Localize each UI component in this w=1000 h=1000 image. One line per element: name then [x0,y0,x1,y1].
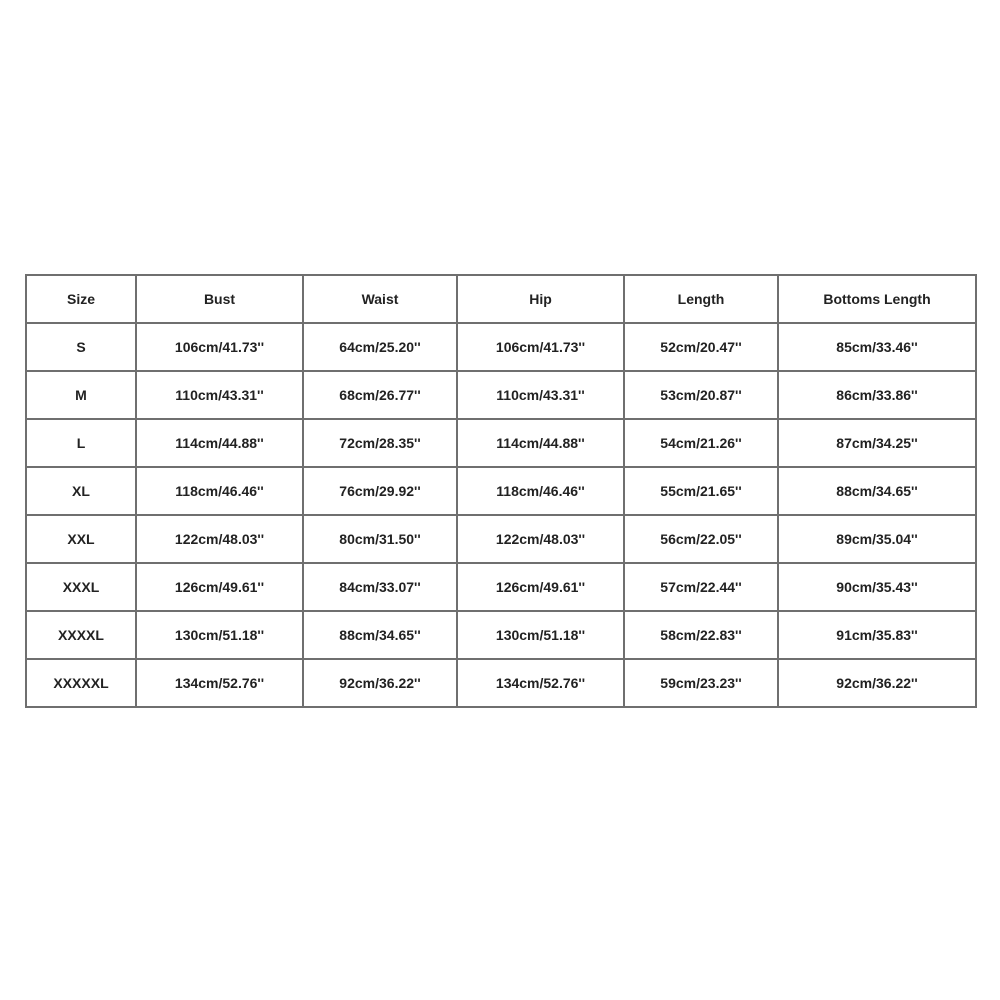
cell-bottoms-length: 88cm/34.65'' [778,467,976,515]
cell-hip: 114cm/44.88'' [457,419,624,467]
cell-waist: 84cm/33.07'' [303,563,457,611]
table-row [26,611,976,659]
header-bust: Bust [136,275,303,323]
cell-length: 56cm/22.05'' [624,515,778,563]
table-body [26,323,976,707]
cell-bottoms-length: 87cm/34.25'' [778,419,976,467]
cell-size: XXL [26,515,136,563]
cell-bust: 106cm/41.73'' [136,323,303,371]
cell-bottoms-length: 89cm/35.04'' [778,515,976,563]
cell-waist: 64cm/25.20'' [303,323,457,371]
cell-hip: 106cm/41.73'' [457,323,624,371]
cell-size: XXXXL [26,611,136,659]
cell-hip: 130cm/51.18'' [457,611,624,659]
cell-hip: 134cm/52.76'' [457,659,624,707]
cell-hip: 122cm/48.03'' [457,515,624,563]
cell-size: XXXXXL [26,659,136,707]
cell-bust: 110cm/43.31'' [136,371,303,419]
cell-size: L [26,419,136,467]
cell-waist: 72cm/28.35'' [303,419,457,467]
table-row [26,323,976,371]
header-size: Size [26,275,136,323]
cell-bust: 130cm/51.18'' [136,611,303,659]
cell-waist: 76cm/29.92'' [303,467,457,515]
cell-length: 52cm/20.47'' [624,323,778,371]
cell-size: XXXL [26,563,136,611]
header-length: Length [624,275,778,323]
cell-length: 54cm/21.26'' [624,419,778,467]
cell-length: 53cm/20.87'' [624,371,778,419]
cell-length: 55cm/21.65'' [624,467,778,515]
table-row [26,419,976,467]
cell-length: 59cm/23.23'' [624,659,778,707]
cell-bottoms-length: 92cm/36.22'' [778,659,976,707]
cell-bottoms-length: 90cm/35.43'' [778,563,976,611]
table-row [26,563,976,611]
table-row [26,467,976,515]
cell-bust: 114cm/44.88'' [136,419,303,467]
cell-bust: 134cm/52.76'' [136,659,303,707]
size-chart-table [25,274,977,708]
cell-hip: 118cm/46.46'' [457,467,624,515]
cell-length: 57cm/22.44'' [624,563,778,611]
table-row [26,515,976,563]
cell-hip: 110cm/43.31'' [457,371,624,419]
cell-bust: 118cm/46.46'' [136,467,303,515]
table-row [26,659,976,707]
cell-waist: 88cm/34.65'' [303,611,457,659]
cell-waist: 80cm/31.50'' [303,515,457,563]
cell-bottoms-length: 85cm/33.46'' [778,323,976,371]
cell-bottoms-length: 86cm/33.86'' [778,371,976,419]
cell-waist: 92cm/36.22'' [303,659,457,707]
table-header-row [26,275,976,323]
table-row [26,371,976,419]
cell-size: XL [26,467,136,515]
cell-hip: 126cm/49.61'' [457,563,624,611]
cell-bottoms-length: 91cm/35.83'' [778,611,976,659]
cell-bust: 126cm/49.61'' [136,563,303,611]
cell-size: M [26,371,136,419]
header-bottoms-length: Bottoms Length [778,275,976,323]
header-waist: Waist [303,275,457,323]
cell-waist: 68cm/26.77'' [303,371,457,419]
cell-length: 58cm/22.83'' [624,611,778,659]
header-hip: Hip [457,275,624,323]
cell-bust: 122cm/48.03'' [136,515,303,563]
cell-size: S [26,323,136,371]
